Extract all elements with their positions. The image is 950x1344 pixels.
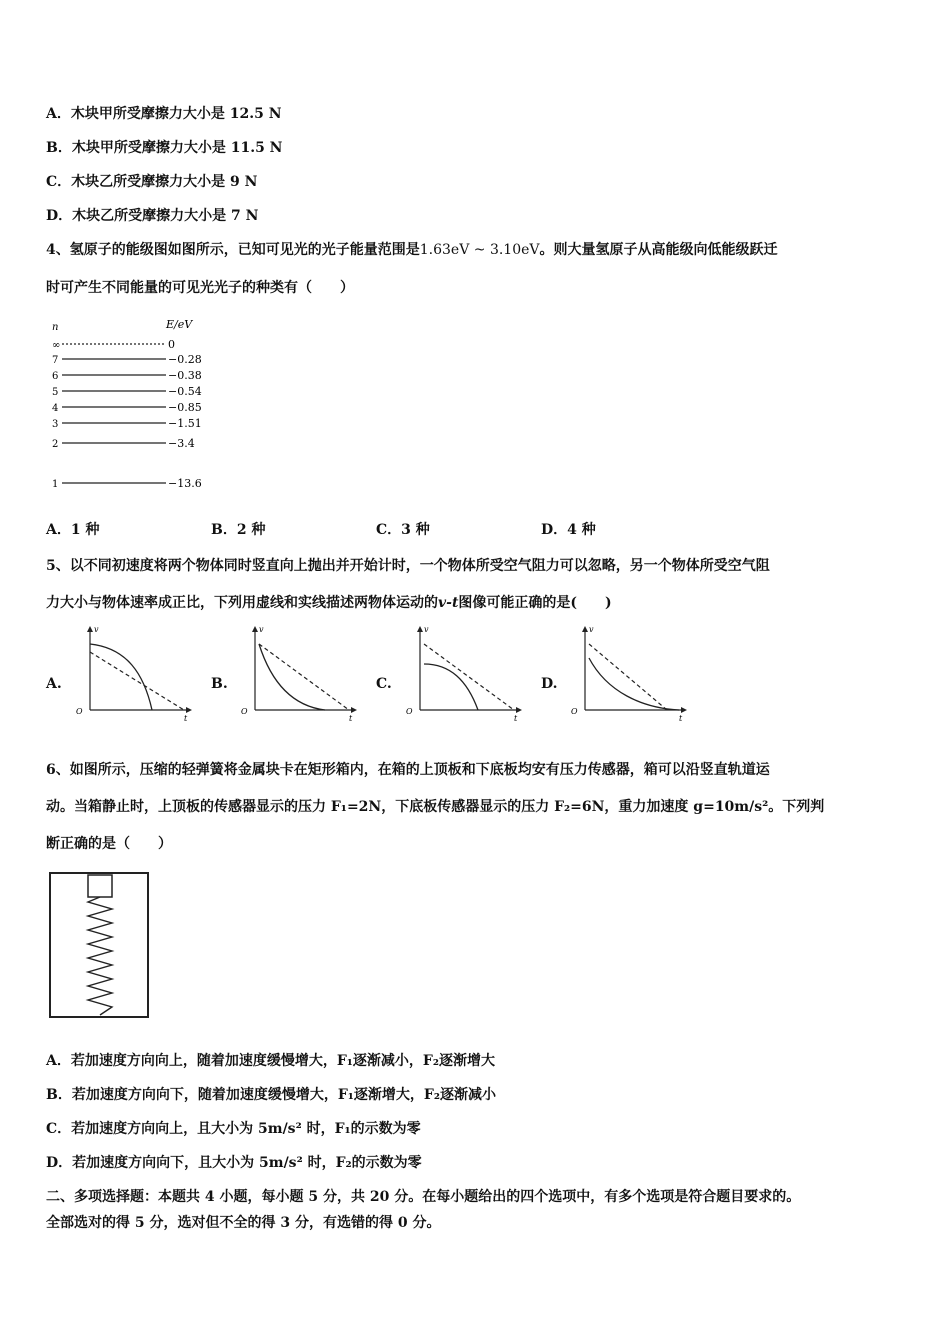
level-n-label: 6 (52, 371, 59, 382)
q4-stem-pre: 4、氢原子的能级图如图所示，已知可见光的光子能量范围是 (46, 242, 420, 258)
q6-stem-line1: 6、如图所示，压缩的轻弹簧将金属块卡在矩形箱内，在箱的上顶板和下底板均安有压力传感器，箱可以沿竖直轨道运 (46, 762, 770, 778)
q6-option-d: D．若加速度方向向下，且大小为 5m/s² 时，F₂的示数为零 (46, 1155, 422, 1171)
graph-c-solid-curve (424, 664, 478, 710)
q4-option-a: A．1 种 (46, 522, 100, 538)
time-axis-arrow (351, 707, 357, 713)
q4-option-b: B．2 种 (211, 522, 266, 538)
level-n-label: 1 (52, 479, 59, 490)
q6-option-b: B．若加速度方向向下，随着加速度缓慢增大，F₁逐渐增大，F₂逐渐减小 (46, 1087, 496, 1103)
graph-axes (76, 625, 192, 722)
v-axis-label: v (259, 625, 264, 634)
spring (88, 897, 112, 1015)
q4-energy-range: 1.63eV ~ 3.10eV (419, 242, 540, 258)
q4-stem-post: 。则大量氢原子从高能级向低能级跃迁 (539, 242, 778, 258)
q4-stem-line1 (46, 239, 778, 259)
graph-a-dashed-line (90, 652, 184, 710)
q6-stem-line2: 动。当箱静止时，上顶板的传感器显示的压力 F₁=2N，下底板传感器显示的压力 F₂=6N，重力加速度 g=10m/s²。下列判 (46, 799, 825, 815)
q3-option-b: B．木块甲所受摩擦力大小是 11.5 N (46, 140, 283, 156)
q5-stem-line2-pre: 力大小与物体速率成正比，下列用虚线和实线描述两物体运动的 (46, 595, 438, 611)
graph-axes (571, 625, 687, 722)
q5-stem-line2 (46, 592, 612, 612)
vt-graph-d (567, 622, 691, 722)
level-energy-label: −1.51 (168, 417, 202, 430)
level-energy-label: −3.4 (168, 437, 195, 450)
v-axis-arrow (87, 626, 93, 632)
level-energy-label: −13.6 (168, 477, 202, 490)
graph-b-dashed-line (259, 644, 349, 710)
time-axis-arrow (186, 707, 192, 713)
metal-block (88, 875, 112, 897)
graph-c-dashed-line (424, 644, 514, 710)
q6-stem-line3: 断正确的是（ ） (46, 836, 172, 852)
v-axis-arrow (582, 626, 588, 632)
vt-graph-a (72, 622, 196, 722)
level-energy-label: 0 (168, 338, 175, 351)
q6-option-c: C．若加速度方向向上，且大小为 5m/s² 时，F₁的示数为零 (46, 1121, 421, 1137)
graph-a-solid-curve (90, 644, 152, 710)
level-n-label: 5 (52, 387, 59, 398)
graph-d-dashed-line (589, 644, 667, 710)
origin-label: O (571, 707, 578, 716)
level-n-label: 4 (52, 403, 59, 414)
q3-option-c: C．木块乙所受摩擦力大小是 9 N (46, 174, 258, 190)
time-axis-arrow (681, 707, 687, 713)
graph-b-solid-curve (259, 644, 325, 710)
level-n-label: 2 (52, 439, 59, 450)
t-axis-label: t (349, 714, 353, 722)
t-axis-label: t (184, 714, 188, 722)
graph-label-c: C. (376, 676, 392, 692)
q4-option-c: C．3 种 (376, 522, 430, 538)
v-axis-arrow (252, 626, 258, 632)
energy-axis-label: E/eV (166, 318, 193, 331)
q5-vt-symbol: v-t (438, 595, 459, 611)
q6-option-a: A．若加速度方向向上，随着加速度缓慢增大，F₁逐渐减小，F₂逐渐增大 (46, 1053, 496, 1069)
v-axis-label: v (94, 625, 99, 634)
level-n-label: ∞ (52, 340, 61, 351)
q3-option-a: A．木块甲所受摩擦力大小是 12.5 N (46, 106, 282, 122)
section2-line1: 二、多项选择题：本题共 4 小题，每小题 5 分，共 20 分。在每小题给出的四个选项中，有多个选项是符合题目要求的。 (46, 1189, 801, 1205)
origin-label: O (406, 707, 413, 716)
q4-stem-line2: 时可产生不同能量的可见光光子的种类有（ ） (46, 280, 354, 296)
level-n-label: 3 (52, 419, 59, 430)
level-energy-label: −0.54 (168, 385, 202, 398)
v-axis-label: v (589, 625, 594, 634)
q5-stem-line2-post: 图像可能正确的是( ) (458, 595, 612, 611)
time-axis-arrow (516, 707, 522, 713)
q5-stem-line1: 5、以不同初速度将两个物体同时竖直向上抛出并开始计时，一个物体所受空气阻力可以忽略，另一个物体所受空气阻 (46, 558, 770, 574)
vt-graph-c (402, 622, 526, 722)
level-energy-label: −0.85 (168, 401, 202, 414)
level-energy-label: −0.28 (168, 353, 202, 366)
t-axis-label: t (514, 714, 518, 722)
level-energy-label: −0.38 (168, 369, 202, 382)
graph-d-solid-curve (589, 658, 679, 710)
q3-option-d: D．木块乙所受摩擦力大小是 7 N (46, 208, 259, 224)
n-axis-label: n (52, 322, 59, 333)
q4-option-d: D．4 种 (541, 522, 596, 538)
graph-label-a: A. (46, 676, 62, 692)
origin-label: O (76, 707, 83, 716)
spring-box-diagram (48, 871, 152, 1021)
graph-label-d: D. (541, 676, 558, 692)
vt-graph-b (237, 622, 361, 722)
origin-label: O (241, 707, 248, 716)
level-n-label: 7 (52, 355, 59, 366)
section2-line2: 全部选对的得 5 分，选对但不全的得 3 分，有选错的得 0 分。 (46, 1215, 441, 1231)
t-axis-label: t (679, 714, 683, 722)
v-axis-arrow (417, 626, 423, 632)
graph-label-b: B. (211, 676, 228, 692)
v-axis-label: v (424, 625, 429, 634)
energy-level-diagram (48, 312, 218, 498)
